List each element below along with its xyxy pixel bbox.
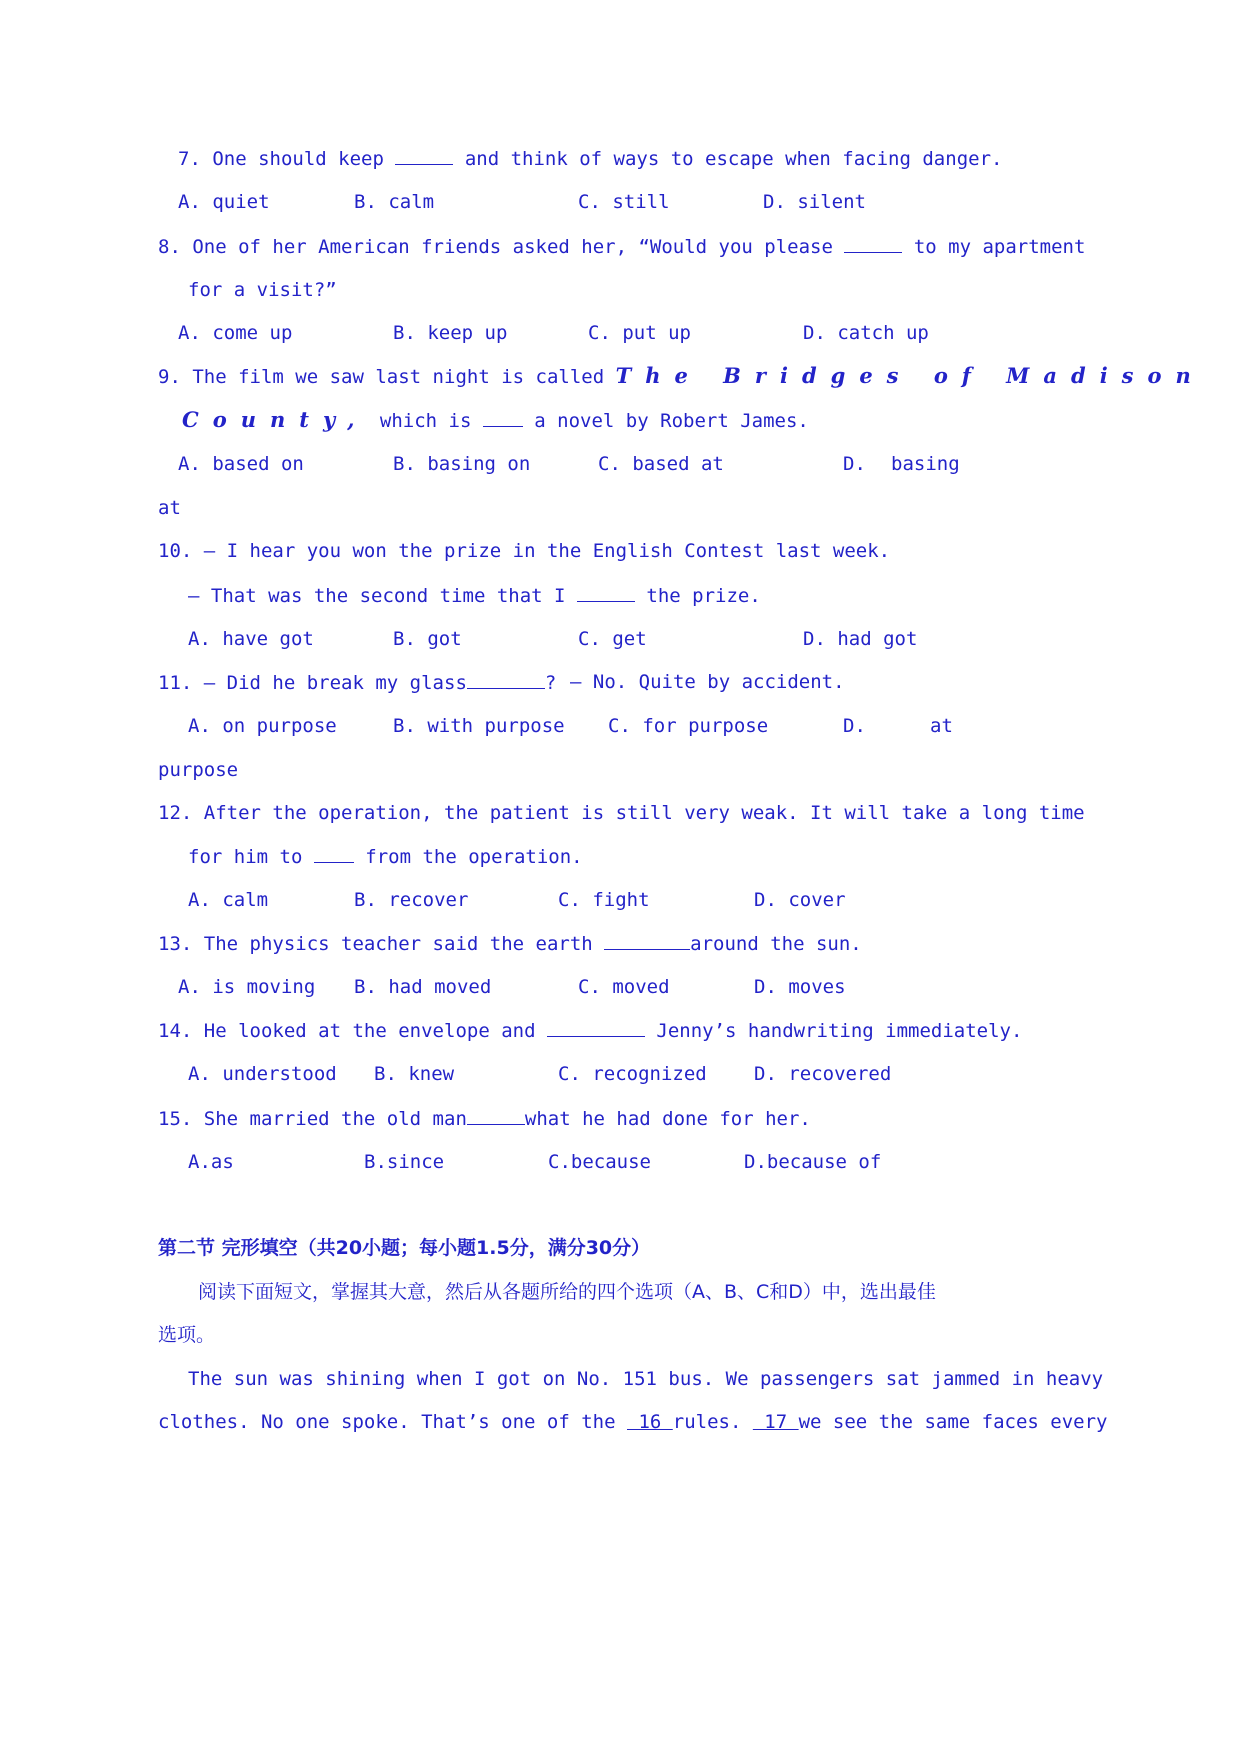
answer-blank — [395, 146, 453, 165]
answer-blank — [483, 408, 523, 427]
option-a: A. based on — [178, 453, 304, 475]
question-10-reply: — That was the second time that I the prize. — [188, 585, 761, 607]
option-d: D. — [843, 715, 866, 737]
answer-blank — [577, 583, 635, 602]
option-c: C.because — [548, 1151, 651, 1173]
section-instructions: 阅读下面短文，掌握其大意，然后从各题所给的四个选项（A、B、C和D）中，选出最佳 — [198, 1281, 936, 1303]
option-b: B. got — [393, 628, 462, 650]
option-a: A. quiet — [178, 191, 270, 213]
cloze-blank-17: 17 — [752, 1411, 799, 1433]
option-b: B. had moved — [354, 976, 492, 998]
option-c: C. still — [578, 191, 670, 213]
option-d: D. — [843, 453, 866, 475]
option-a: A. calm — [188, 889, 269, 911]
question-7: 7. One should keep and think of ways to escape when facing danger. — [178, 148, 1003, 170]
option-d-text: at — [930, 715, 953, 737]
answer-blank — [314, 844, 354, 863]
film-title: The Bridges of Madison — [615, 363, 1205, 388]
question-13: 13. The physics teacher said the earth around the sun. — [158, 933, 862, 955]
option-d: D. moves — [754, 976, 846, 998]
passage-line-2: clothes. No one spoke. That’s one of the 16 rules. 17 we see the same faces every — [158, 1411, 1108, 1433]
question-14: 14. He looked at the envelope and Jenny’s handwriting immediately. — [158, 1020, 1023, 1042]
option-a: A. understood — [188, 1063, 337, 1085]
question-8-continued: for a visit?” — [188, 279, 337, 301]
option-d: D. silent — [763, 191, 866, 213]
option-d-wrap: purpose — [158, 759, 239, 781]
section-heading: 第二节 完形填空（共20小题；每小题1.5分，满分30分） — [158, 1237, 651, 1259]
question-9-continued: County, which is a novel by Robert James. — [182, 407, 809, 432]
option-a: A. is moving — [178, 976, 316, 998]
option-c: C. get — [578, 628, 647, 650]
option-b: B. knew — [374, 1063, 455, 1085]
question-12-continued: for him to from the operation. — [188, 846, 583, 868]
option-b: B. with purpose — [393, 715, 565, 737]
option-a: A. come up — [178, 322, 293, 344]
option-d: D. had got — [803, 628, 918, 650]
section-instructions-continued: 选项。 — [158, 1324, 216, 1346]
option-c: C. recognized — [558, 1063, 707, 1085]
option-d: D.because of — [744, 1151, 882, 1173]
answer-blank — [844, 234, 902, 253]
option-b: B. keep up — [393, 322, 508, 344]
question-9: 9. The film we saw last night is called The Bridges of Madison — [158, 363, 1205, 388]
option-b: B.since — [364, 1151, 445, 1173]
option-c: C. fight — [558, 889, 650, 911]
option-d-text: basing — [891, 453, 960, 475]
option-a: A. have got — [188, 628, 314, 650]
answer-blank — [467, 1106, 525, 1125]
option-b: B. basing on — [393, 453, 531, 475]
option-c: C. for purpose — [608, 715, 769, 737]
option-c: C. based at — [598, 453, 724, 475]
question-8: 8. One of her American friends asked her, “Would you please to my apartment — [158, 236, 1086, 258]
option-d: D. recovered — [754, 1063, 892, 1085]
answer-blank — [604, 931, 690, 950]
option-c: C. put up — [588, 322, 691, 344]
question-11: 11. — Did he break my glass ? — [158, 672, 557, 694]
question-11-reply: — No. Quite by accident. — [570, 671, 845, 693]
question-15: 15. She married the old man what he had done for her. — [158, 1108, 811, 1130]
option-a: A.as — [188, 1151, 234, 1173]
cloze-blank-16: 16 — [627, 1411, 673, 1433]
option-c: C. moved — [578, 976, 670, 998]
option-a: A. on purpose — [188, 715, 337, 737]
question-12: 12. After the operation, the patient is still very weak. It will take a long time — [158, 802, 1085, 824]
option-b: B. calm — [354, 191, 435, 213]
question-10: 10. — I hear you won the prize in the English Contest last week. — [158, 540, 891, 562]
option-d: D. cover — [754, 889, 846, 911]
answer-blank — [547, 1018, 645, 1037]
answer-blank — [467, 670, 545, 689]
option-d-wrap: at — [158, 497, 181, 519]
option-b: B. recover — [354, 889, 469, 911]
passage-line-1: The sun was shining when I got on No. 151 bus. We passengers sat jammed in heavy — [188, 1368, 1104, 1390]
option-d: D. catch up — [803, 322, 929, 344]
film-title-continued: County, — [182, 407, 369, 432]
